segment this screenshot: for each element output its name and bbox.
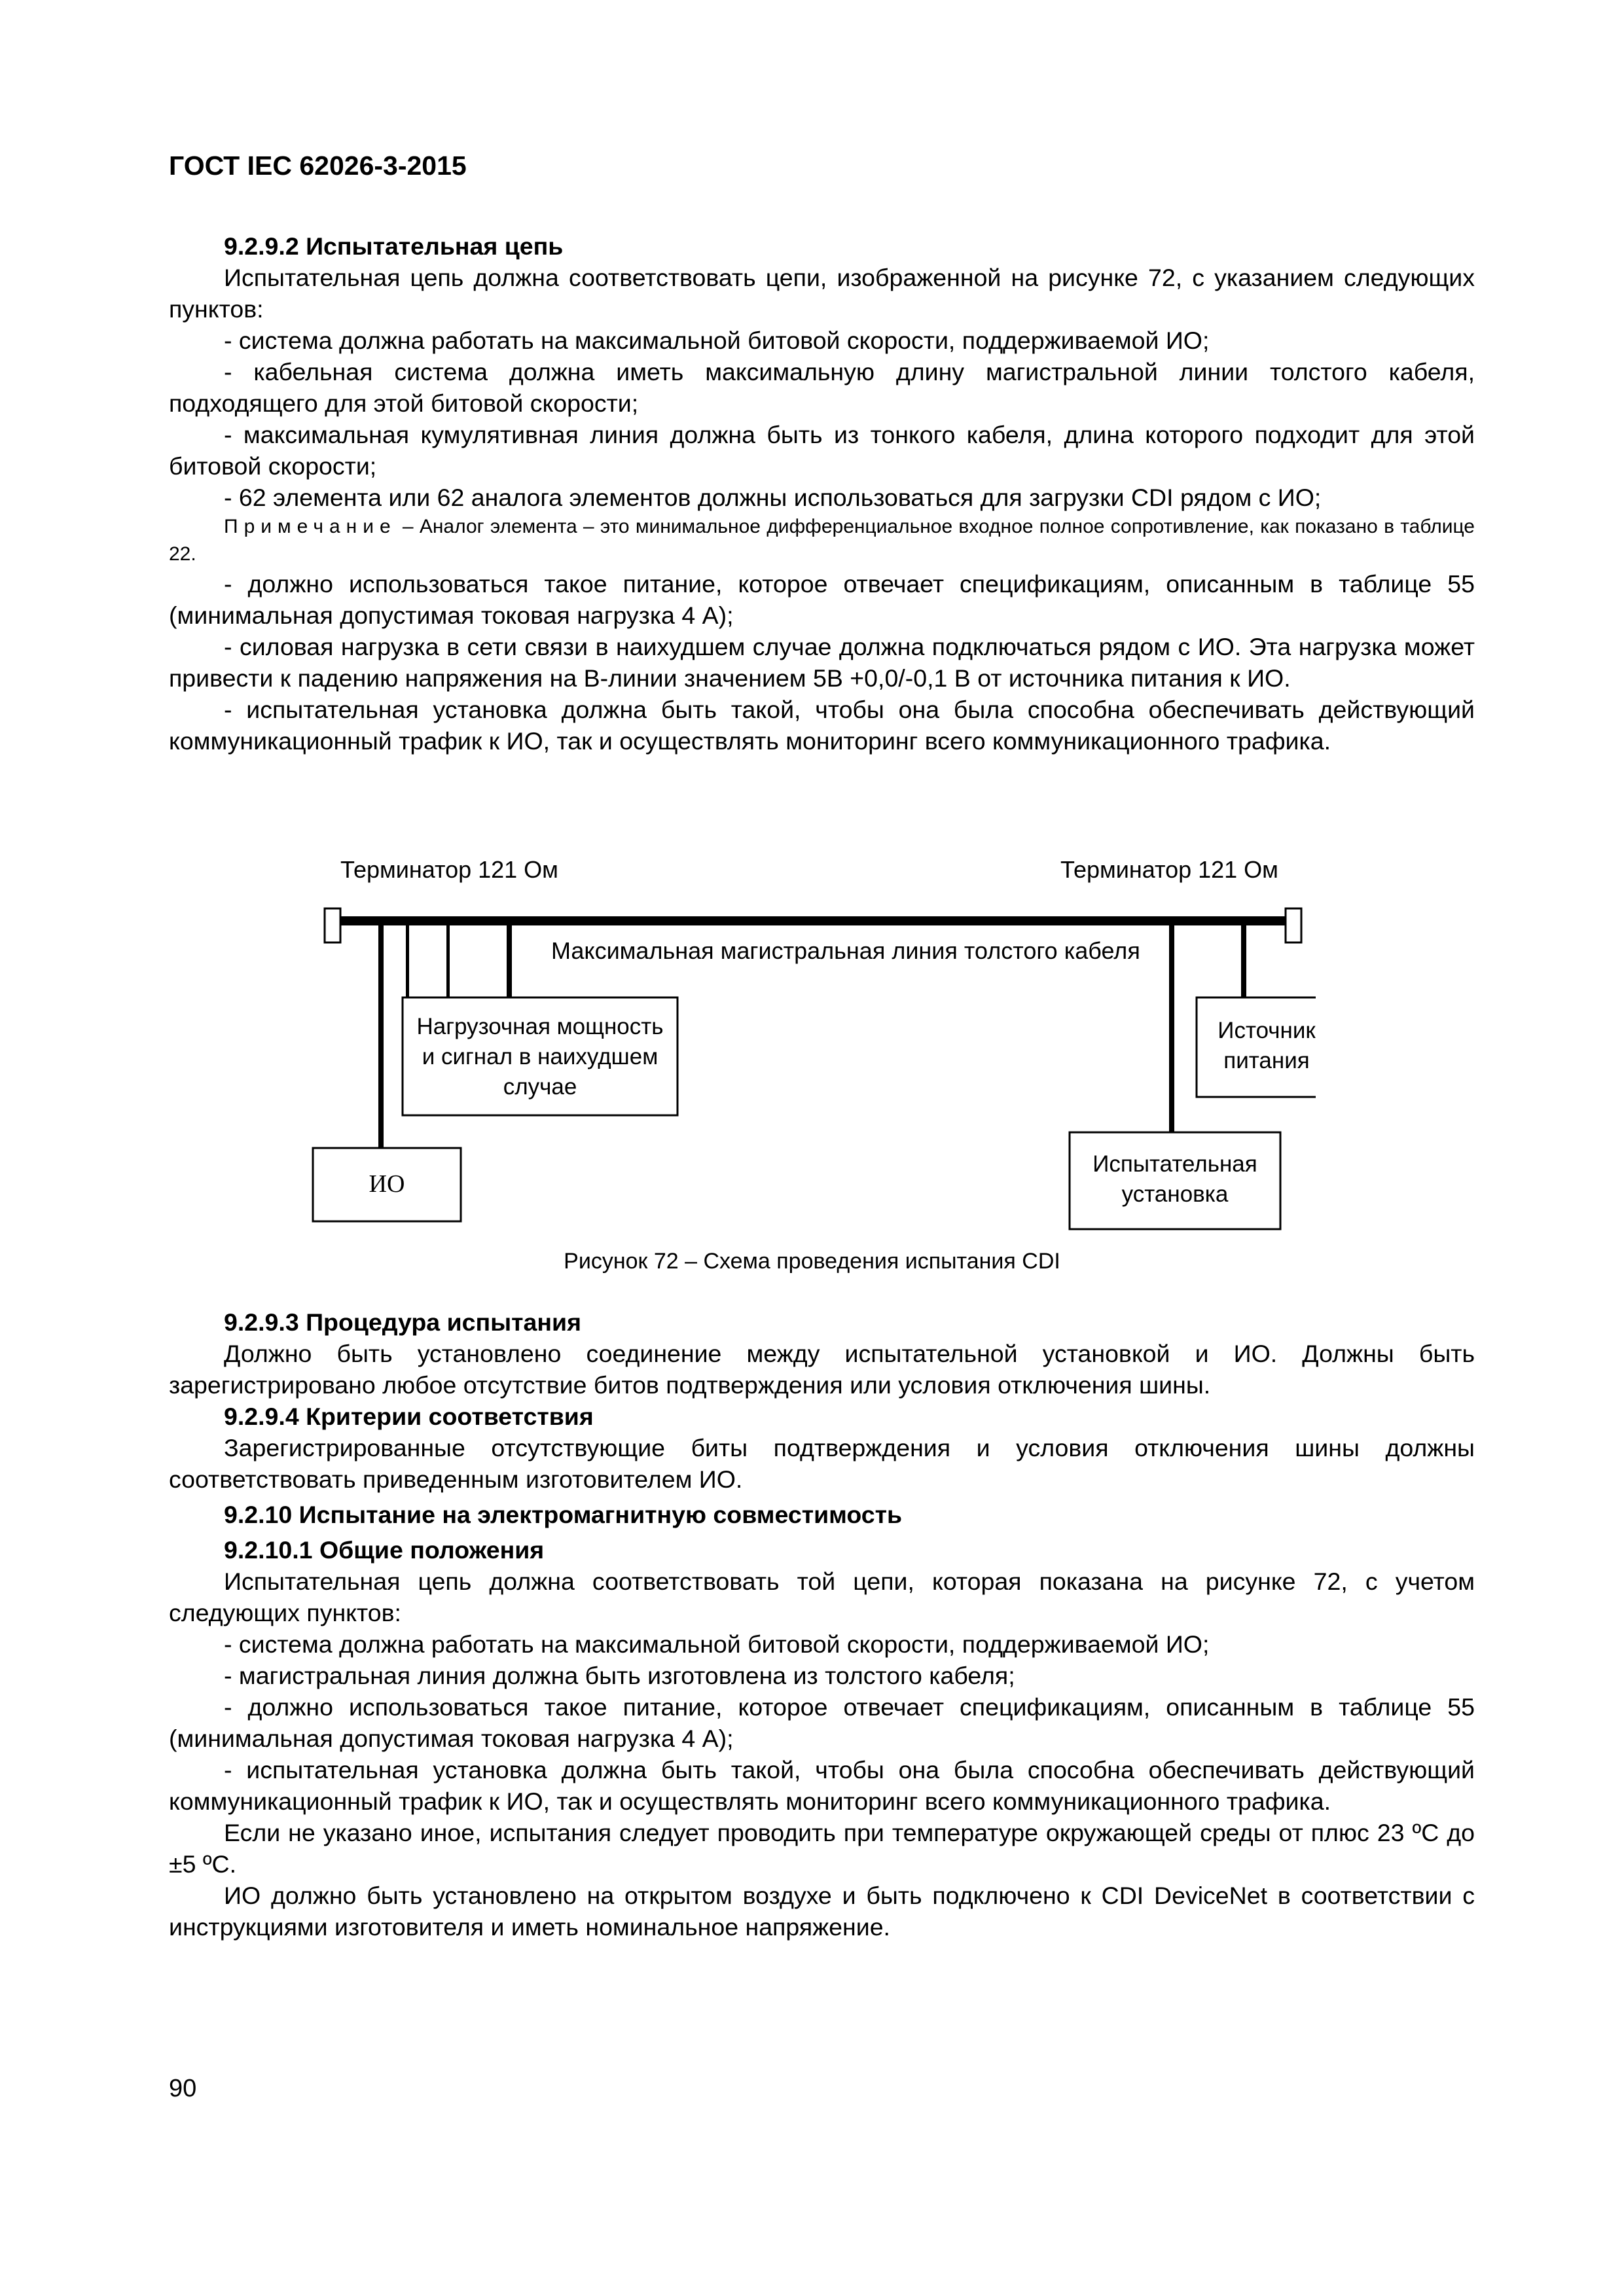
paragraph: Испытательная цепь должна соответствовать цепи, изображенной на рисунке 72, с указанием следующих пунктов: — [169, 264, 1475, 323]
section-test-circuit — [169, 230, 1475, 757]
section-heading: 9.2.9.2 Испытательная цепь — [224, 232, 564, 260]
drop-line-load — [406, 925, 409, 997]
terminator-right-label: Терминатор 121 Ом — [1060, 856, 1278, 883]
test-set-box-label: Испытательная установка — [1092, 1151, 1257, 1207]
terminator-right-symbol — [1286, 908, 1301, 942]
section-procedure — [169, 1306, 1475, 1943]
list-item: - магистральная линия должна быть изготовлена из толстого кабеля; — [224, 1662, 1015, 1689]
list-item: - должно использоваться такое питание, которое отвечает спецификациям, описанным в таблице 55 (минимальная допустимая токовая нагрузка 4 А); — [169, 570, 1475, 629]
figure-72-diagram — [308, 851, 1316, 1230]
drop-line-load — [507, 925, 512, 997]
terminator-left-symbol — [325, 908, 340, 942]
list-item: - силовая нагрузка в сети связи в наихудшем случае должна подключаться рядом с ИО. Эта нагрузка может привести к падению напряжения на В-линии значением 5В +0,0/-0,1 В от источника питания к ИО. — [169, 633, 1475, 692]
section-heading: 9.2.9.3 Процедура испытания — [224, 1308, 581, 1336]
note-label: Примечание — [224, 516, 397, 537]
paragraph: ИО должно быть установлено на открытом воздухе и быть подключено к CDI DeviceNet в соответствии с инструкциями изготовителя и иметь номинальное напряжение. — [169, 1882, 1475, 1941]
drop-line-load — [446, 925, 450, 997]
paragraph: Если не указано иное, испытания следует проводить при температуре окружающей среды от плюс 23 ºС до ±5 ºС. — [169, 1819, 1475, 1878]
paragraph: Испытательная цепь должна соответствовать той цепи, которая показана на рисунке 72, с учетом следующих пунктов: — [169, 1568, 1475, 1626]
io-box-label: ИО — [369, 1170, 405, 1198]
list-item: - испытательная установка должна быть такой, чтобы она была способна обеспечивать действующий коммуникационный трафик к ИО, так и осуществлять мониторинг всего коммуникационного трафика. — [169, 696, 1475, 755]
list-item: - кабельная система должна иметь максимальную длину магистральной линии толстого кабеля, подходящего для этой битовой скорости; — [169, 358, 1475, 417]
trunk-label: Максимальная магистральная линия толстого кабеля — [551, 937, 1140, 964]
load-box-label: Нагрузочная мощность и сигнал в наихудшем случае — [416, 1014, 664, 1100]
list-item: - максимальная кумулятивная линия должна быть из тонкого кабеля, длина которого подходит для этой битовой скорости; — [169, 421, 1475, 480]
list-item: - 62 элемента или 62 аналога элементов должны использоваться для загрузки CDI рядом с ИО; — [224, 484, 1322, 511]
section-subheading: 9.2.10.1 Общие положения — [224, 1536, 545, 1564]
page-number: 90 — [169, 2075, 197, 2102]
terminator-left-label: Терминатор 121 Ом — [340, 856, 558, 883]
trunk-line — [340, 916, 1286, 925]
document-header: ГОСТ IEC 62026-3-2015 — [169, 151, 467, 181]
list-item: - испытательная установка должна быть такой, чтобы она была способна обеспечивать действующий коммуникационный трафик к ИО, так и осуществлять мониторинг всего коммуникационного трафика. — [169, 1756, 1475, 1815]
paragraph: Должно быть установлено соединение между испытательной установкой и ИО. Должны быть зарегистрировано любое отсутствие битов подтверждения или условия отключения шины. — [169, 1340, 1475, 1399]
drop-line-io — [378, 925, 384, 1148]
list-item: - система должна работать на максимальной битовой скорости, поддерживаемой ИО; — [224, 327, 1210, 354]
section-heading: 9.2.9.4 Критерии соответствия — [224, 1403, 594, 1430]
list-item: - система должна работать на максимальной битовой скорости, поддерживаемой ИО; — [224, 1630, 1210, 1658]
drop-line-power — [1241, 925, 1246, 997]
section-heading: 9.2.10 Испытание на электромагнитную совместимость — [224, 1501, 903, 1528]
power-box-label: Источник питания — [1218, 1018, 1316, 1073]
drop-line-test-set — [1169, 925, 1174, 1132]
paragraph: Зарегистрированные отсутствующие биты подтверждения и условия отключения шины должны соответствовать приведенным изготовителем ИО. — [169, 1434, 1475, 1493]
list-item: - должно использоваться такое питание, которое отвечает спецификациям, описанным в таблице 55 (минимальная допустимая токовая нагрузка 4 А); — [169, 1693, 1475, 1752]
note-text: – Аналог элемента – это минимальное дифференциальное входное полное сопротивление, как показано в таблице 22. — [169, 516, 1475, 565]
note — [169, 513, 1475, 568]
figure-caption: Рисунок 72 – Схема проведения испытания CDI — [564, 1249, 1060, 1274]
